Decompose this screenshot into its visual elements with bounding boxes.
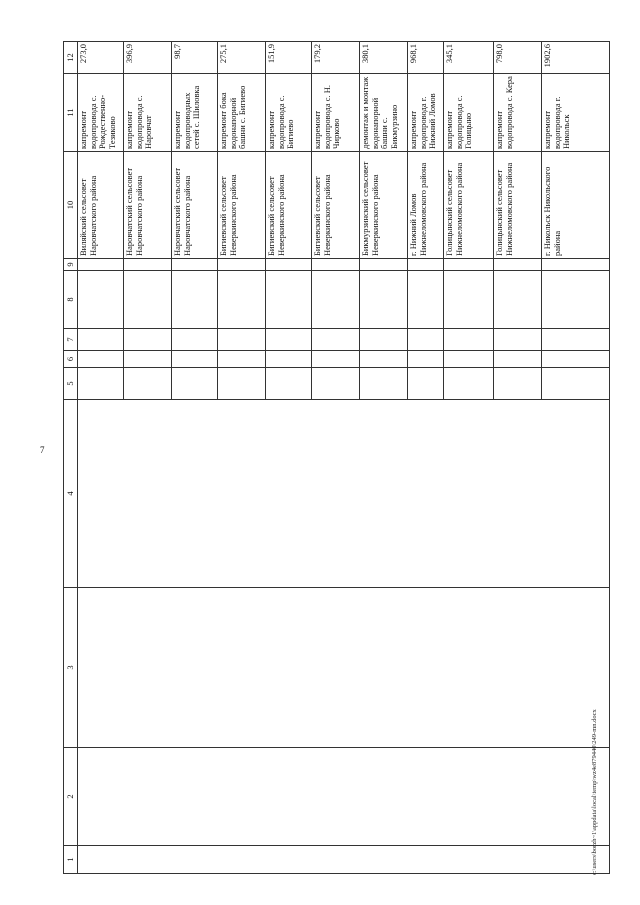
cell-col5	[78, 368, 124, 400]
cell-amount: 968,1	[408, 42, 444, 74]
cell-col9	[172, 259, 218, 271]
cell-col6	[78, 351, 124, 368]
cell-col5	[172, 368, 218, 400]
cell-col4	[78, 400, 610, 588]
cell-amount: 798,0	[494, 42, 542, 74]
column-header: 11	[64, 74, 78, 152]
cell-col7	[444, 329, 494, 351]
cell-col9	[494, 259, 542, 271]
cell-col8	[408, 271, 444, 329]
cell-col6	[124, 351, 172, 368]
cell-col7	[494, 329, 542, 351]
column-header: 1	[64, 846, 78, 874]
cell-col8	[444, 271, 494, 329]
footer-file-path: c:\users\borzh~1\appdata\local\temp\wz4e879440\249-mn.docx	[591, 709, 598, 875]
cell-territory: Бигиевский сельсовет Неверкинского района	[218, 152, 266, 259]
cell-col7	[218, 329, 266, 351]
cell-col7	[542, 329, 610, 351]
cell-work: капремонт водопровода г. Нижний Ломов	[408, 74, 444, 152]
cell-col7	[78, 329, 124, 351]
cell-territory: Наровчатский сельсовет Наровчатского района	[172, 152, 218, 259]
cell-col8	[78, 271, 124, 329]
table-row	[78, 42, 124, 874]
cell-col6	[444, 351, 494, 368]
cell-territory: Виляйский сельсовет Наровчатского района	[78, 152, 124, 259]
cell-amount: 396,9	[124, 42, 172, 74]
cell-territory: г. Нижний Ломов Нижнеломовского района	[408, 152, 444, 259]
cell-col7	[408, 329, 444, 351]
cell-col6	[218, 351, 266, 368]
cell-col5	[312, 368, 360, 400]
cell-col9	[312, 259, 360, 271]
column-header: 6	[64, 351, 78, 368]
column-number-row	[64, 42, 78, 874]
cell-col8	[218, 271, 266, 329]
cell-amount: 98,7	[172, 42, 218, 74]
cell-col8	[172, 271, 218, 329]
cell-territory: Наровчатский сельсовет Наровчатского района	[124, 152, 172, 259]
cell-col6	[542, 351, 610, 368]
cell-col5	[360, 368, 408, 400]
cell-col8	[266, 271, 312, 329]
cell-col9	[542, 259, 610, 271]
cell-amount: 1902,6	[542, 42, 610, 74]
cell-work: капремонт бока водонапорной башни с. Бигиево	[218, 74, 266, 152]
cell-col5	[494, 368, 542, 400]
cell-col7	[360, 329, 408, 351]
cell-col5	[266, 368, 312, 400]
cell-col8	[312, 271, 360, 329]
cell-col5	[124, 368, 172, 400]
cell-col6	[408, 351, 444, 368]
cell-col8	[494, 271, 542, 329]
cell-col7	[266, 329, 312, 351]
cell-amount: 345,1	[444, 42, 494, 74]
cell-col8	[124, 271, 172, 329]
cell-col7	[124, 329, 172, 351]
cell-col9	[78, 259, 124, 271]
cell-col5	[444, 368, 494, 400]
cell-territory: Бикмурзинский сельсовет Неверкинского района	[360, 152, 408, 259]
rotated-table-container	[63, 42, 610, 874]
column-header: 2	[64, 748, 78, 846]
cell-territory: Голицынский сельсовет Нижнеломовского района	[494, 152, 542, 259]
cell-col9	[124, 259, 172, 271]
cell-work: демонтаж и монтаж водонапорной башни с. Бикмурзино	[360, 74, 408, 152]
column-header: 4	[64, 400, 78, 588]
cell-col8	[360, 271, 408, 329]
cell-territory: Бигиевский сельсовет Неверкинского района	[266, 152, 312, 259]
cell-amount: 179,2	[312, 42, 360, 74]
page-number: 7	[40, 445, 45, 455]
cell-col5	[218, 368, 266, 400]
cell-amount: 275,1	[218, 42, 266, 74]
cell-work: капремонт водопровода с. Н. Чирково	[312, 74, 360, 152]
cell-territory: Бигиевский сельсовет Неверкинского района	[312, 152, 360, 259]
cell-col6	[266, 351, 312, 368]
cell-col7	[172, 329, 218, 351]
cell-col5	[408, 368, 444, 400]
column-header: 8	[64, 271, 78, 329]
cell-col6	[360, 351, 408, 368]
cell-col7	[312, 329, 360, 351]
cell-col6	[494, 351, 542, 368]
cell-col9	[360, 259, 408, 271]
column-header: 12	[64, 42, 78, 74]
cell-territory: Голицынский сельсовет Нижнеломовского района	[444, 152, 494, 259]
cell-col8	[542, 271, 610, 329]
cell-col1	[78, 846, 610, 874]
cell-col3	[78, 588, 610, 748]
cell-work: капремонт водопровода с. Рождественно-Тезиково	[78, 74, 124, 152]
cell-work: капремонт водопровода с. Голицыно	[444, 74, 494, 152]
cell-work: капремонт водопровода с. Наровчат	[124, 74, 172, 152]
column-header: 3	[64, 588, 78, 748]
cell-col6	[172, 351, 218, 368]
cell-col5	[542, 368, 610, 400]
cell-col6	[312, 351, 360, 368]
column-header: 9	[64, 259, 78, 271]
cell-work: капремонт водопровода г. Никольск	[542, 74, 610, 152]
cell-territory: г. Никольск Никольского района	[542, 152, 610, 259]
cell-amount: 151,9	[266, 42, 312, 74]
cell-work: капремонт водопровода с. Кера	[494, 74, 542, 152]
cell-col9	[218, 259, 266, 271]
cell-amount: 380,1	[360, 42, 408, 74]
cell-work: капремонт водопроводных сетей с. Шиловка	[172, 74, 218, 152]
column-header: 5	[64, 368, 78, 400]
registry-table	[63, 41, 610, 874]
column-header: 7	[64, 329, 78, 351]
cell-work: капремонт водопровода с. Бигиево	[266, 74, 312, 152]
column-header: 10	[64, 152, 78, 259]
table-frame	[63, 42, 610, 874]
cell-amount: 273,0	[78, 42, 124, 74]
cell-col9	[266, 259, 312, 271]
cell-col2	[78, 748, 610, 846]
cell-col9	[444, 259, 494, 271]
cell-col9	[408, 259, 444, 271]
